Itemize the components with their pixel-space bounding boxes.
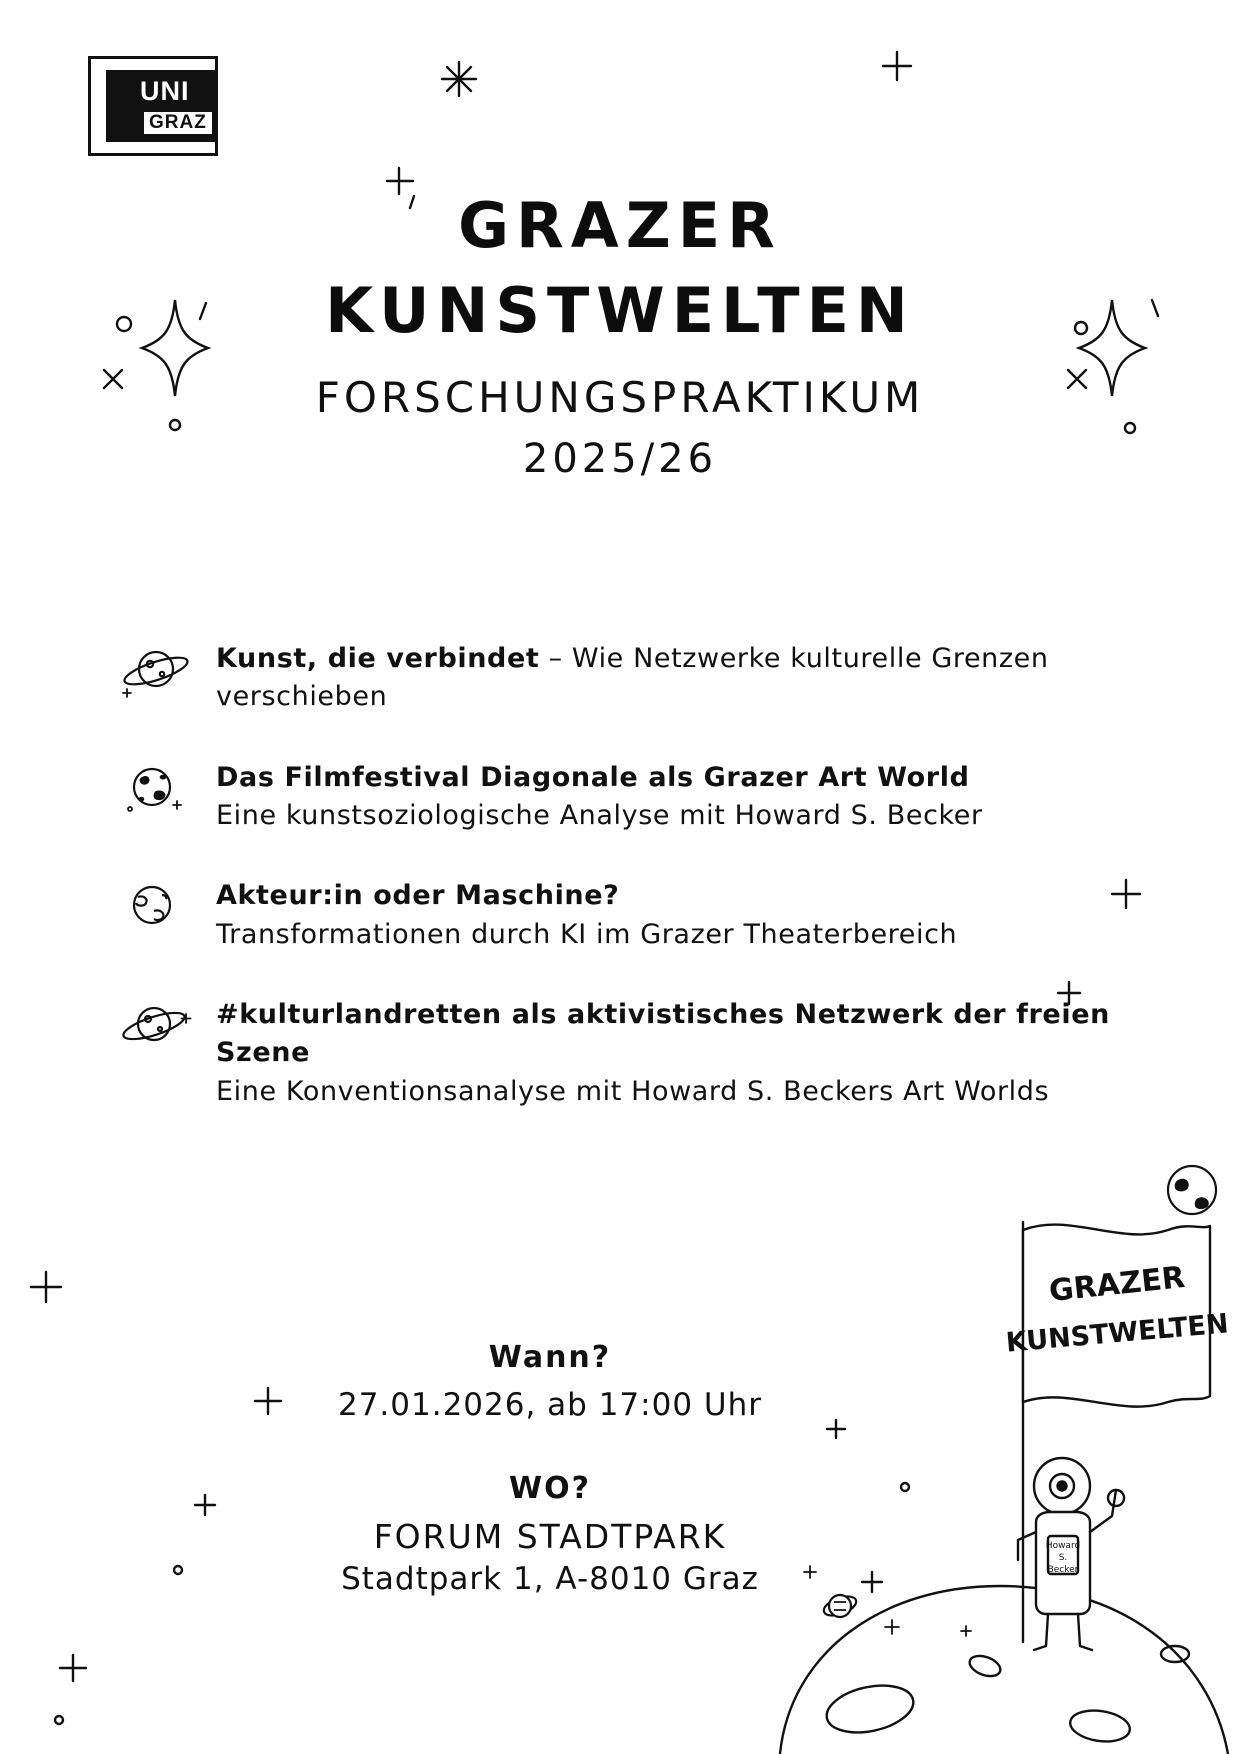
saturn-planet-icon [118, 998, 194, 1056]
when-label: Wann? [488, 1340, 612, 1375]
list-item-title: Kunst, die verbindet [216, 643, 540, 674]
page-subtitle: FORSCHUNGSPRAKTIKUM [315, 372, 925, 422]
small-planet-icon [1168, 1166, 1216, 1214]
flag-text-line1: GRAZER [1047, 1260, 1187, 1310]
list-item-subtitle: Eine Konventionsanalyse mit Howard S. Beckers Art Worlds [216, 1075, 1050, 1107]
list-item-text [216, 640, 1128, 717]
list-item [118, 877, 1128, 954]
astronaut-on-moon-with-flag [770, 1134, 1240, 1754]
logo-vertical-bar [106, 70, 134, 142]
list-item [118, 996, 1128, 1111]
page-title-line1: GRAZER [458, 189, 782, 262]
list-item-subtitle: Eine kunstsoziologische Analyse mit Howard S. Becker [216, 799, 983, 831]
astronaut-badge-line3: Becker [1047, 1565, 1079, 1575]
list-item [118, 759, 1128, 836]
list-item-text [216, 877, 1128, 954]
uni-graz-logo [88, 56, 222, 160]
logo-graz-text: GRAZ [144, 112, 212, 134]
list-item-title: Das Filmfestival Diagonale als Grazer Art World [216, 761, 970, 793]
project-list [118, 640, 1128, 1153]
list-item-title: Akteur:in oder Maschine? [216, 880, 620, 912]
page-title-line2: KUNSTWELTEN [325, 274, 915, 348]
where-label: WO? [509, 1470, 591, 1506]
where-venue: FORUM STADTPARK [373, 1516, 727, 1556]
globe-planet-icon [118, 879, 194, 937]
list-item [118, 640, 1128, 717]
earth-planet-icon [118, 761, 194, 819]
page-year: 2025/26 [522, 435, 718, 482]
astronaut-badge-line1: Howard [1045, 1541, 1081, 1551]
when-value: 27.01.2026, ab 17:00 Uhr [337, 1387, 762, 1423]
poster-header [0, 190, 1240, 482]
list-item-text [216, 996, 1128, 1111]
list-item-text [216, 759, 1128, 836]
logo-uni-text: UNI [140, 76, 190, 106]
flag-text-line2: KUNSTWELTEN [1004, 1308, 1230, 1359]
where-address: Stadtpark 1, A-8010 Graz [341, 1560, 759, 1597]
list-item-subtitle: Transformationen durch KI im Grazer Theaterbereich [216, 918, 958, 950]
list-item-title: #kulturlandretten als aktivistisches Netzwerk der freien Szene [216, 998, 1110, 1069]
list-item-title-tail: – Wie Netzwerke kulturelle Grenzen verschieben [216, 643, 1049, 713]
saturn-planet-icon [118, 642, 194, 700]
astronaut-badge-line2: S. [1058, 1553, 1068, 1563]
